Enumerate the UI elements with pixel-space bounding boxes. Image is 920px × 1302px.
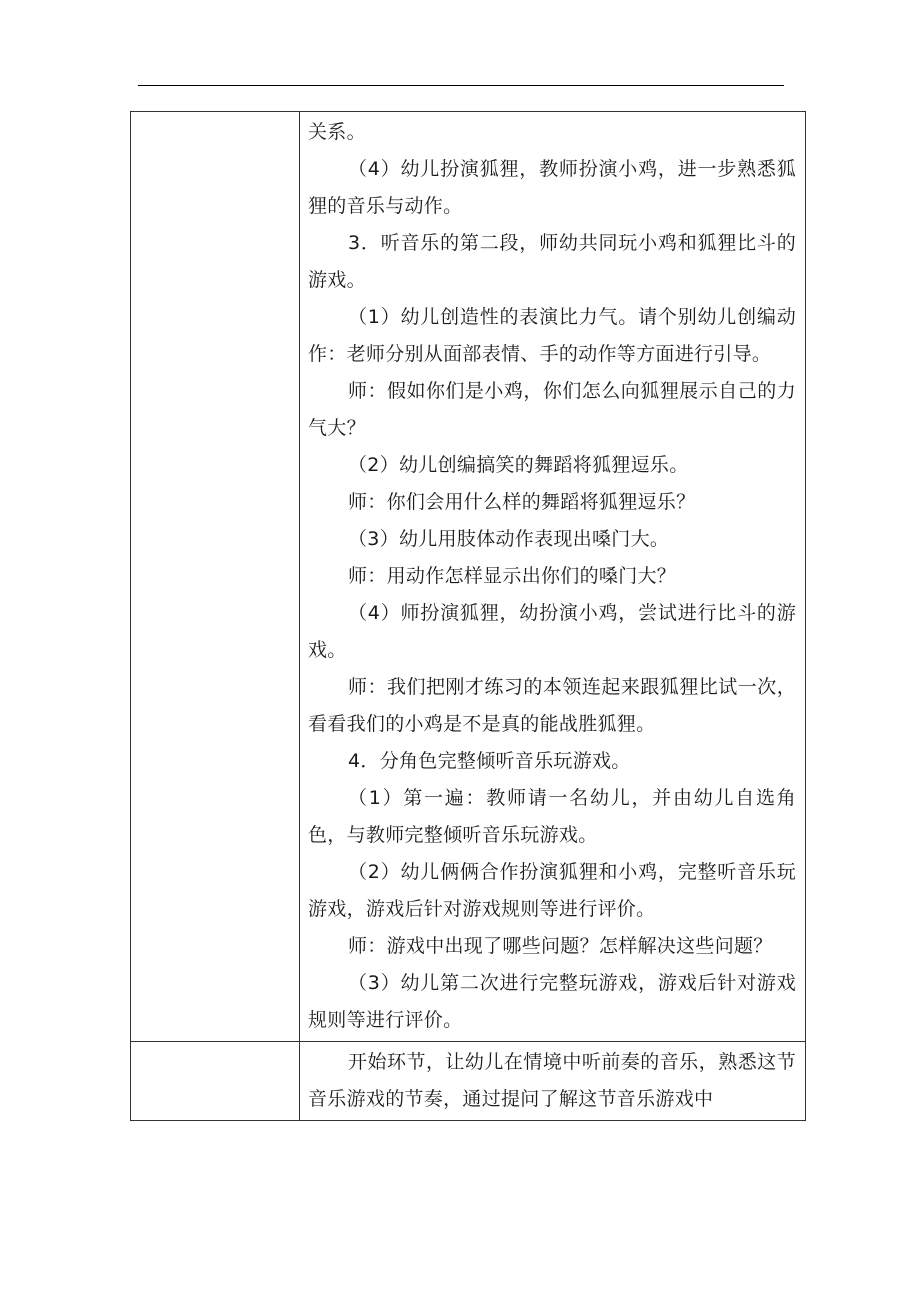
lesson-table — [130, 111, 806, 1121]
paragraph: 3．听音乐的第二段，师幼共同玩小鸡和狐狸比斗的游戏。 — [308, 232, 796, 291]
paragraph: 师：我们把刚才练习的本领连起来跟狐狸比试一次，看看我们的小鸡是不是真的能战胜狐狸。 — [308, 676, 796, 735]
paragraph: 师：用动作怎样显示出你们的嗓门大？ — [348, 565, 677, 587]
left-cell — [131, 1042, 300, 1121]
content-cell — [300, 112, 806, 1042]
row1-content — [300, 112, 805, 1041]
paragraph: （1）幼儿创造性的表演比力气。请个别幼儿创编动作：老师分别从面部表情、手的动作等方面进行引导。 — [308, 306, 796, 365]
paragraph: （3）幼儿用肢体动作表现出嗓门大。 — [348, 528, 670, 550]
paragraph: 师：游戏中出现了哪些问题？怎样解决这些问题？ — [348, 935, 773, 957]
paragraph: （4）幼儿扮演狐狸，教师扮演小鸡，进一步熟悉狐狸的音乐与动作。 — [308, 158, 796, 217]
paragraph: （4）师扮演狐狸，幼扮演小鸡，尝试进行比斗的游戏。 — [308, 602, 796, 661]
table-row — [131, 112, 806, 1042]
paragraph: （2）幼儿创编搞笑的舞蹈将狐狸逗乐。 — [348, 454, 689, 476]
paragraph: （1）第一遍：教师请一名幼儿，并由幼儿自选角色，与教师完整倾听音乐玩游戏。 — [308, 787, 796, 846]
table-row — [131, 1042, 806, 1121]
left-cell — [131, 112, 300, 1042]
paragraph: 师：假如你们是小鸡，你们怎么向狐狸展示自己的力气大？ — [308, 380, 796, 439]
paragraph: 开始环节，让幼儿在情境中听前奏的音乐，熟悉这节音乐游戏的节奏，通过提问了解这节音乐游戏中 — [308, 1051, 796, 1110]
content-cell — [300, 1042, 806, 1121]
paragraph: 关系。 — [308, 121, 366, 143]
header-rule — [138, 85, 784, 86]
paragraph: （2）幼儿俩俩合作扮演狐狸和小鸡，完整听音乐玩游戏，游戏后针对游戏规则等进行评价。 — [308, 861, 796, 920]
paragraph: 4．分角色完整倾听音乐玩游戏。 — [348, 750, 631, 772]
paragraph: 师：你们会用什么样的舞蹈将狐狸逗乐？ — [348, 491, 696, 513]
paragraph: （3）幼儿第二次进行完整玩游戏，游戏后针对游戏规则等进行评价。 — [308, 972, 796, 1031]
row2-content — [300, 1042, 805, 1118]
